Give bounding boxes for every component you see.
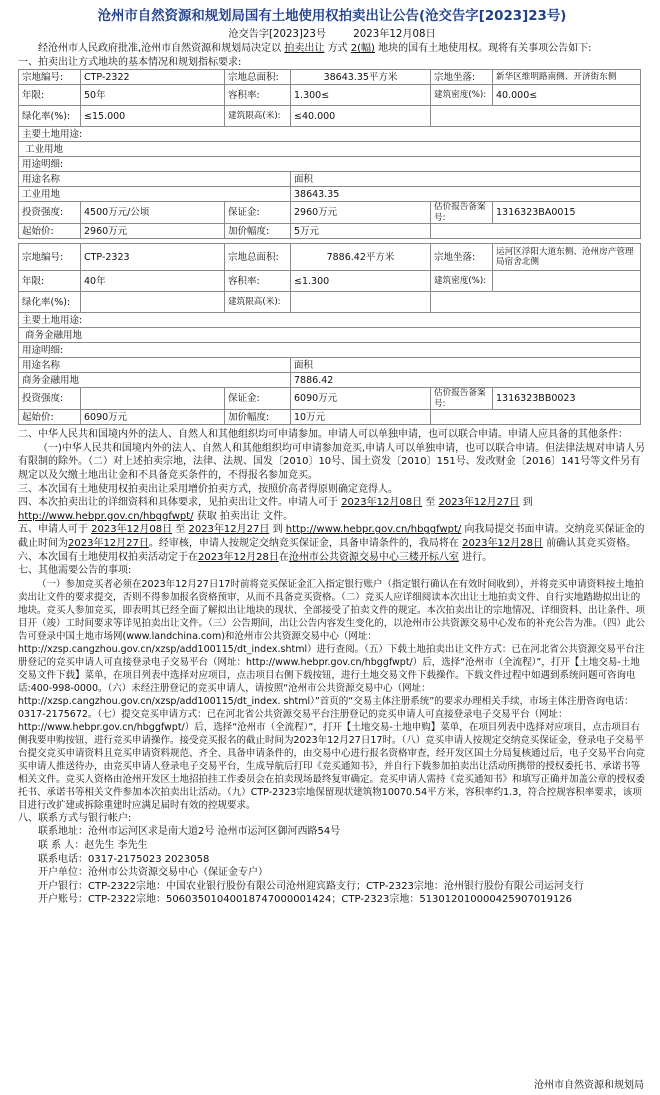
label-invest: 投资强度:: [19, 388, 81, 410]
parcel-no: CTP-2323: [81, 244, 225, 271]
parcel-main-use: 工业用地: [19, 142, 641, 157]
label-increment: 加价幅度:: [225, 410, 291, 425]
parcel-increment: 5万元: [291, 224, 431, 239]
empty-cell: [431, 224, 641, 239]
parcel-green: [81, 292, 225, 313]
label-deposit: 保证金:: [225, 202, 291, 224]
application-link[interactable]: http://www.hebpr.gov.cn/hbggfwpt/: [285, 524, 462, 536]
parcel-density: 40.000≤: [493, 85, 641, 106]
parcel-deposit: 2960万元: [291, 202, 431, 224]
use-area-header: 面积: [291, 172, 641, 187]
parcel-height: [291, 292, 431, 313]
parcel-increment: 10万元: [291, 410, 431, 425]
use-name-header: 用途名称: [19, 358, 291, 373]
parcel-area: 38643.35平方米: [291, 70, 431, 85]
section-8-heading: 八、联系方式与银行帐户:: [18, 812, 132, 824]
use-area: 7886.42: [291, 373, 641, 388]
account-bank: 开户银行：CTP-2322宗地：中国农业银行股份有限公司沧州迎宾路支行；CTP-2323宗地：沧州银行股份有限公司运河支行: [38, 880, 584, 892]
doc-meta: [18, 28, 646, 42]
parcel-density: [493, 271, 641, 292]
parcel-appraisal: 1316323BA0015: [493, 202, 641, 224]
label-invest: 投资强度:: [19, 202, 81, 224]
use-name: 商务金融用地: [19, 373, 291, 388]
label-use-detail: 用途明细:: [19, 157, 641, 172]
label-use-detail: 用途明细:: [19, 343, 641, 358]
label-term: 年限:: [19, 85, 81, 106]
parcel-area: 7886.42平方米: [291, 244, 431, 271]
label-deposit: 保证金:: [225, 388, 291, 410]
parcel-far: 1.300≤: [291, 85, 431, 106]
parcel-table: [18, 243, 641, 425]
label-location: 宗地坐落:: [431, 70, 493, 85]
parcel-table: [18, 69, 641, 239]
parcel-main-use: 商务金融用地: [19, 328, 641, 343]
signature: 沧州市自然资源和规划局: [534, 1080, 644, 1091]
label-main-use: 主要土地用途:: [19, 127, 641, 142]
empty-cell: [431, 410, 641, 425]
account-unit: 开户单位：沧州市公共资源交易中心（保证金专户）: [38, 867, 268, 879]
label-far: 容积率:: [225, 85, 291, 106]
section-6: 六、本次国有土地使用权拍卖活动定于在2023年12月28日在沧州市公共资源交易中心三楼开标八室 进行。: [18, 551, 493, 563]
account-number: 开户账号：CTP-2322宗地：50603501040018747000001424；CTP-2323宗地：513012010000425907019126: [38, 894, 573, 906]
label-green: 绿化率(%):: [19, 292, 81, 313]
label-far: 容积率:: [225, 271, 291, 292]
section-2-heading: 二、中华人民共和国境内外的法人、自然人和其他组织均可申请参加。申请人可以单独申请，也可以联合申请。申请人应具备的其他条件：: [18, 429, 628, 441]
label-density: 建筑密度(%):: [431, 271, 493, 292]
parcel-appraisal: 1316323BB0023: [493, 388, 641, 410]
parcel-invest: 4500万元/公顷: [81, 202, 225, 224]
section-7-body: （一）参加竞买者必须在2023年12月27日17时前将竞买保证金汇入指定银行账户（指定银行确认在有效时间收到），并将竞买申请资料按土地拍卖出让文件的要求提交，否则不得参加报名资格预审，从而不具备竞买资格。（二）竞买人应详细阅读本次出让土地拍卖文件、自行实地踏勘拟出让的地块。竞买人参加竞买，即表明其已经全面了解拟出让地块的现状、全部接受了拍卖文件的规定。本次拍卖出让的宗地情况、详细资料、出让条件、项目开（竣）工时间要求等详见拍卖出让文件。（三）公告期间，出让公告内容发生变化的，以沧州市公共资源交易中心发布的补充公告为准。（四）此公告可登录中国土地市场网(www.landchina.com)和沧州市公共资源交易中心（网址：http://xzsp.cangzhou.gov.cn/xzsp/add100115/dt_index.shtml）进行查阅。（五）下载土地拍卖出让文件方式：已在河北省公共资源交易平台注册登记的竞买申请人可直接登录电子交易平台（网址：http://www.hebpr.gov.cn/hbggfwpt/）后，选择“沧州市（全流程）”，打开【土地交易-土地交易文件下载】菜单，在项目列表中选择对应项目，点击项目右侧下载按钮，进行土地交易文件下载操作。下载文件过程中如遇到系统问题可咨询电话:400-998-0000。（六）未经注册登记的竞买申请人，请按照“沧州市公共资源交易中心（网址：http://xzsp.cangzhou.gov.cn/xzsp/add100115/dt_index. shtml）”首页的“交易主体注册系统”的要求办理相关手续，市场主体注册咨询电话：0317-2175672。（七）提交竞买申请方式：已在河北省公共资源交易平台注册登记的竞买申请人可直接登录电子交易平台（网址：http://www.hebpr.gov.cn/hbggfwpt/）后，选择“沧州市（全流程）”，打开【土地交易-土地申购】菜单，在项目列表中选择对应项目，点击项目右侧我要申购按钮，进行竞买申请操作。接受竞买报名的截止时间为2023年12月27日17时。（八）竞买申请人按规定交纳竞买保证金，登录电子交易平台提交竞买申请资料且竞买申请资料规范、齐全、具备申请条件的，由交易中心进行报名资格审查，经开发区国土分局复核通过后，电子交易平台向竞买申请人推送待办，由竞买申请人登录电子交易平台，生成导航后打印《竞买通知书》，并自行下载参加拍卖出让活动所携带的授权委托书、承诺书等相关文件。竞买人资格由沧州开发区土地招拍挂工作委员会在拍卖现场最终复审确定。竞买申请人需持《竞买通知书》和填写正确并加盖公章的授权委托书、承诺书等相关文件参加本次拍卖出让活动。（九）CTP-2323宗地保留现状建筑物10070.54平方米，容积率约1.3，符合控规容积率要求，该项目进行改扩建或拆除重建时应满足届时有效的控规要求。: [18, 578, 646, 811]
section-4: 四、本次拍卖出让的详细资料和具体要求，见拍卖出让文件。申请人可于 2023年12月08日 至 2023年12月27日 到 http://www.hebpr.gov.cn/hbggfwpt/ 获取 拍卖出让 文件。: [18, 497, 533, 522]
label-height: 建筑限高(米):: [225, 106, 291, 127]
section-2-body: （一)中华人民共和国境内外的法人、自然人和其他组织均可申请参加竞买,申请人可以单独申请，也可以联合申请。但法律法规对申请人另有限制的除外。（二）对上述拍卖宗地，法律、法规、国发〔2010〕10号、国土资发〔2010〕151号、发改财金〔2016〕141号等文件另有规定以及欠缴土地出让金和不具备竞买条件的，不得报名参加竞买。: [18, 442, 646, 481]
label-increment: 加价幅度:: [225, 224, 291, 239]
parcel-far: ≤1.300: [291, 271, 431, 292]
use-name: 工业用地: [19, 187, 291, 202]
label-main-use: 主要土地用途:: [19, 313, 641, 328]
label-parcel-no: 宗地编号:: [19, 244, 81, 271]
parcel-location: 新华区维明路南侧、开济街东侧: [493, 70, 641, 85]
contact-phone: 联系电话：0317-2175023 2023058: [38, 853, 210, 865]
parcel-no: CTP-2322: [81, 70, 225, 85]
announcement-page: [0, 6, 660, 1095]
label-green: 绿化率(%):: [19, 106, 81, 127]
label-height: 建筑限高(米):: [225, 292, 291, 313]
label-appraisal: 估价报告备案号:: [431, 202, 493, 224]
label-total-area: 宗地总面积:: [225, 70, 291, 85]
intro-paragraph: 经沧州市人民政府批准,沧州市自然资源和规划局决定以 拍卖出让 方式 2(幅) 地块的国有土地使用权。现将有关事项公告如下:: [38, 43, 592, 54]
parcel-height: ≤40.000: [291, 106, 431, 127]
empty-cell: [431, 292, 641, 313]
label-parcel-no: 宗地编号:: [19, 70, 81, 85]
parcel-term: 50年: [81, 85, 225, 106]
parcel-green: ≤15.000: [81, 106, 225, 127]
label-start-price: 起始价:: [19, 410, 81, 425]
section-5: 五、申请人可于 2023年12月08日 至 2023年12月27日 到 http://www.hebpr.gov.cn/hbggfwpt/ 向我局提交书面申请。交纳竞买保证金的截止时间为2023年12月27日。经审核，申请人按规定交纳竞买保证金，具备申请条件的，我局将在 2023年12月28日 前确认其竞买资格。: [18, 524, 645, 549]
label-location: 宗地坐落:: [431, 244, 493, 271]
label-appraisal: 估价报告备案号:: [431, 388, 493, 410]
label-density: 建筑密度(%):: [431, 85, 493, 106]
use-area: 38643.35: [291, 187, 641, 202]
contact-address: 联系地址：沧州市运河区求是南大道2号 沧州市运河区御河西路54号: [38, 826, 341, 838]
page-title: 沧州市自然资源和规划局国有土地使用权拍卖出让公告(沧交告字[2023]23号): [97, 9, 567, 24]
parcel-deposit: 6090万元: [291, 388, 431, 410]
parcel-start-price: 2960万元: [81, 224, 225, 239]
download-link[interactable]: http://www.hebpr.gov.cn/hbggfwpt/: [18, 510, 194, 522]
parcel-start-price: 6090万元: [81, 410, 225, 425]
parcel-term: 40年: [81, 271, 225, 292]
doc-date: 2023年12月08日: [353, 29, 436, 40]
empty-cell: [431, 106, 641, 127]
use-area-header: 面积: [291, 358, 641, 373]
label-total-area: 宗地总面积:: [225, 244, 291, 271]
section-3: 三、本次国有土地使用权拍卖出让采用增价拍卖方式，按照价高者得原则确定竞得人。: [18, 483, 398, 495]
contact-block: [18, 825, 646, 907]
section-1-heading: 一、拍卖出让方式地块的基本情况和规划指标要求:: [18, 56, 242, 68]
doc-number: 沧交告字[2023]23号: [228, 29, 327, 40]
label-start-price: 起始价:: [19, 224, 81, 239]
label-term: 年限:: [19, 271, 81, 292]
section-7-heading: 七、其他需要公告的事项:: [18, 565, 132, 577]
parcel-location: 运河区浮阳大道东侧、沧州房产管理局宿舍北侧: [493, 244, 641, 271]
contact-person: 联 系 人：赵先生 李先生: [38, 839, 148, 851]
use-name-header: 用途名称: [19, 172, 291, 187]
parcel-invest: [81, 388, 225, 410]
